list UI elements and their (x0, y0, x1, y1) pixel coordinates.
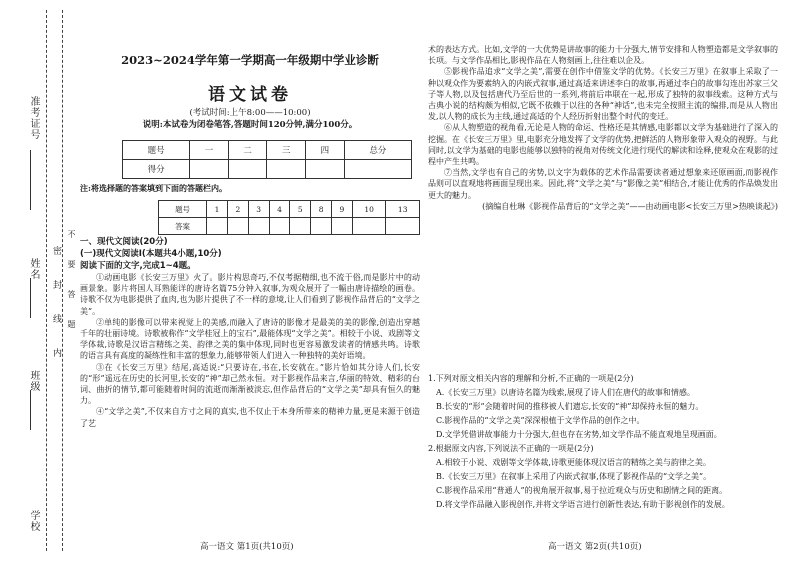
score-table (122, 140, 412, 179)
exam-number-line (30, 150, 31, 210)
answer-table-row (159, 218, 420, 235)
passage-paragraph: ⑦当然,文学也有自己的劣势,以文字为载体的艺术作品需要读者通过想象来还原画面,而影视作品则可以直观地将画面呈现出来。因此,将“文学之美”与“影像之美”相结合,才能让优秀的作品焕发出更大的魅力。 (428, 168, 778, 200)
score-table-header-row (123, 141, 412, 160)
answer-cell[interactable] (386, 218, 420, 235)
passage-paragraph: ④“文学之美”,不仅来自方寸之间的真实,也不仅止于本身所带来的精神力量,更是来源于创造了艺 (80, 407, 420, 428)
answer-header-cell: 13 (386, 201, 420, 218)
question-option[interactable]: D.将文学作品融入影视创作,并将文学语言进行创新性表达,有助于影视创作的发展。 (436, 500, 730, 509)
score-header-cell: 一 (190, 141, 229, 160)
passage-source: (摘编自杜琳《影视作品背后的“文学之美”——由动画电影<长安三万里>热映谈起》) (482, 201, 778, 211)
answer-cell[interactable] (269, 218, 290, 235)
answer-instruction: 注:将选择题的答案填到下面的答题栏内。 (80, 183, 227, 193)
questions (428, 372, 778, 512)
answer-header-cell: 4 (269, 201, 290, 218)
name-line (30, 278, 31, 318)
answer-header-cell: 10 (352, 201, 386, 218)
score-header-cell: 二 (228, 141, 267, 160)
seal-char-1: 密 (51, 246, 61, 256)
answer-cell[interactable] (227, 218, 248, 235)
reading-section (80, 236, 420, 429)
score-header-cell: 题号 (123, 141, 190, 160)
answer-table-header-row (159, 201, 420, 218)
page-2 (428, 0, 778, 561)
passage-paragraph: ⑤影视作品追求“文学之美”,需要在创作中借鉴文学的优势。《长安三万里》在叙事上采取了一种以观众作为要素纳入的内嵌式叙事,通过高适来讲述李白的故事,再通过李白的故事勾连出苏家三父子等人物,以及包括唐代乃至后世的一系列,将前后串联在一起,形成了独特的叙事线索。这种方式与古典小说的结构颇为相似,它既不依赖于以往的各种“神话”,也未完全按照主流的编排,而是从人物出发,以人物的成长为主线,通过高适的个人经历折射出整个时代的变迁。 (428, 67, 778, 122)
seal-char-2: 封 (51, 280, 61, 290)
answer-cell[interactable] (332, 218, 353, 235)
score-cell[interactable] (190, 160, 229, 179)
answer-cell[interactable] (207, 218, 228, 235)
seal-char-5: 不 (67, 230, 76, 239)
answer-header-cell: 题号 (159, 201, 207, 218)
question-stem: 1.下列对原文相关内容的理解和分析,不正确的一项是(2分) (428, 374, 634, 383)
exam-title: 2023~2024学年第一学期高一年级期中学业诊断 (121, 53, 379, 67)
passage-continued (428, 44, 778, 212)
exam-number-label: 准考证号 (28, 96, 39, 140)
passage-paragraph: ⑥从人物塑造的视角看,无论是人物的命运、性格还是其情感,电影都以文学为基础进行了深入的挖掘。在《长安三万里》里,电影充分地发挥了文学的优势,把鲜活的人物形象带入观众的视野。与此同时,以文学为基础的电影也能够以独特的视角对传统文化进行现代的解读和诠释,使观众在观影的过程中产生共鸣。 (428, 123, 778, 167)
answer-row-label: 答案 (159, 218, 207, 235)
answer-cell[interactable] (248, 218, 269, 235)
class-label: 班级 (28, 370, 39, 392)
answer-table (158, 200, 420, 235)
page-footer: 高一语文 第2页(共10页) (548, 542, 642, 552)
question-option[interactable]: C.影视作品采用“普通人”的视角展开叙事,易于拉近观众与历史和剧情之间的距离。 (436, 486, 728, 495)
name-label: 姓名 (28, 258, 39, 280)
question-option[interactable]: C.影视作品的“文学之美”深深根植于文学作品的创作之中。 (436, 416, 645, 425)
page-footer: 高一语文 第1页(共10页) (200, 542, 294, 552)
answer-header-cell: 2 (227, 201, 248, 218)
seal-char-3: 线 (51, 314, 61, 324)
answer-cell[interactable] (311, 218, 332, 235)
question-option[interactable]: B.长安的“形”会随着时间的推移被人们遗忘,长安的“神”却保持永恒的魅力。 (436, 402, 704, 411)
score-cell[interactable] (228, 160, 267, 179)
score-row-label: 得分 (123, 160, 190, 179)
binding-margin (0, 0, 76, 561)
answer-header-cell: 1 (207, 201, 228, 218)
answer-cell[interactable] (290, 218, 311, 235)
exam-notes: 说明:本试卷为闭卷笔答,答题时间120分钟,满分100分。 (142, 120, 358, 130)
seal-char-6: 要 (67, 260, 76, 269)
passage-paragraph: 术的表达方式。比如,文学的一大优势是讲故事的能力十分强大,情节安排和人物塑造都是文学叙事的长项。与文学作品相比,影视作品在人物刻画上,往往难以企及。 (428, 45, 778, 66)
subject-title: 语文试卷 (208, 85, 292, 105)
seal-char-7: 答 (67, 290, 76, 299)
question-option[interactable]: B.《长安三万里》在叙事上采用了内嵌式叙事,体现了影视作品的“文学之美”。 (436, 472, 712, 481)
answer-header-cell: 5 (290, 201, 311, 218)
class-line (30, 390, 31, 430)
seal-char-4: 内 (51, 348, 61, 358)
score-cell[interactable] (344, 160, 411, 179)
score-cell[interactable] (306, 160, 345, 179)
subsection-heading: (一)现代文阅读Ⅰ(本题共4小题,10分) (80, 249, 222, 259)
seal-char-8: 题 (67, 320, 76, 329)
question-stem: 2.根据原文内容,下列说法不正确的一项是(2分) (428, 444, 594, 453)
question-option[interactable]: D.文学凭借讲故事能力十分强大,但也存在劣势,如文学作品不能直观地呈现画面。 (436, 430, 722, 439)
score-header-cell: 总分 (344, 141, 411, 160)
score-cell[interactable] (267, 160, 306, 179)
passage-paragraph: ①动画电影《长安三万里》火了。影片构思奇巧,不仅考据精细,也不流于俗,而是影片中的动画景象。影片将国人耳熟能详的唐诗名篇75分钟入叙事,为观众展开了一幅由唐诗描绘的画卷。诗歌不仅为电影提供了血肉,也为影片提供了不一样的意境,让人们看到了影视作品背后的“文学之美”。 (80, 273, 420, 316)
exam-time: (考试时间:上午8:00——10:00) (189, 108, 311, 118)
answer-header-cell: 9 (332, 201, 353, 218)
answer-header-cell: 3 (248, 201, 269, 218)
page-1 (80, 0, 420, 561)
passage-paragraph: ③在《长安三万里》结尾,高适说:“只要诗在,书在,长安就在。”影片恰如其分诗人们,长安的“形”遥远在历史的长河里,长安的“神”却己然永恒。对于影视作品来言,华丽的特效、精彩的台词、曲折的情节,都可能随着时间的流逝而渐渐被淡忘,但作品背后的“文学之美”却具有恒久的魅力。 (80, 362, 420, 406)
score-header-cell: 四 (306, 141, 345, 160)
school-label: 学校 (28, 510, 39, 532)
answer-header-cell: 8 (311, 201, 332, 218)
passage-paragraph: ②单纯的影像可以带来视觉上的美感,而融入了唐诗的影像才是最美的美的影像,创造出穿越千年的壮丽诗境。诗歌被称作“文学桂冠上的宝石”,最能体现“文学之美”。相较于小说、戏剧等文学体裁,诗歌是汉语言精练之美、韵律之美的集中体现,同时也更容易激发读者的情感共鸣。诗歌的语言具有高度的凝练性和丰富的想象力,能够带领人们进入一种独特的美好语境。 (80, 317, 420, 361)
score-table-row (123, 160, 412, 179)
score-header-cell: 三 (267, 141, 306, 160)
answer-cell[interactable] (352, 218, 386, 235)
cut-line-outer (46, 10, 47, 551)
question-option[interactable]: A.相较于小说、戏剧等文学体裁,诗歌更能体现汉语言的精练之美与韵律之美。 (436, 458, 711, 467)
reading-intro: 阅读下面的文字,完成1~4题。 (80, 261, 196, 271)
section-heading: 一、现代文阅读(20分) (80, 237, 168, 247)
question-option[interactable]: A.《长安三万里》以唐诗名篇为线索,展现了诗人们在唐代的故事和情感。 (436, 388, 695, 397)
